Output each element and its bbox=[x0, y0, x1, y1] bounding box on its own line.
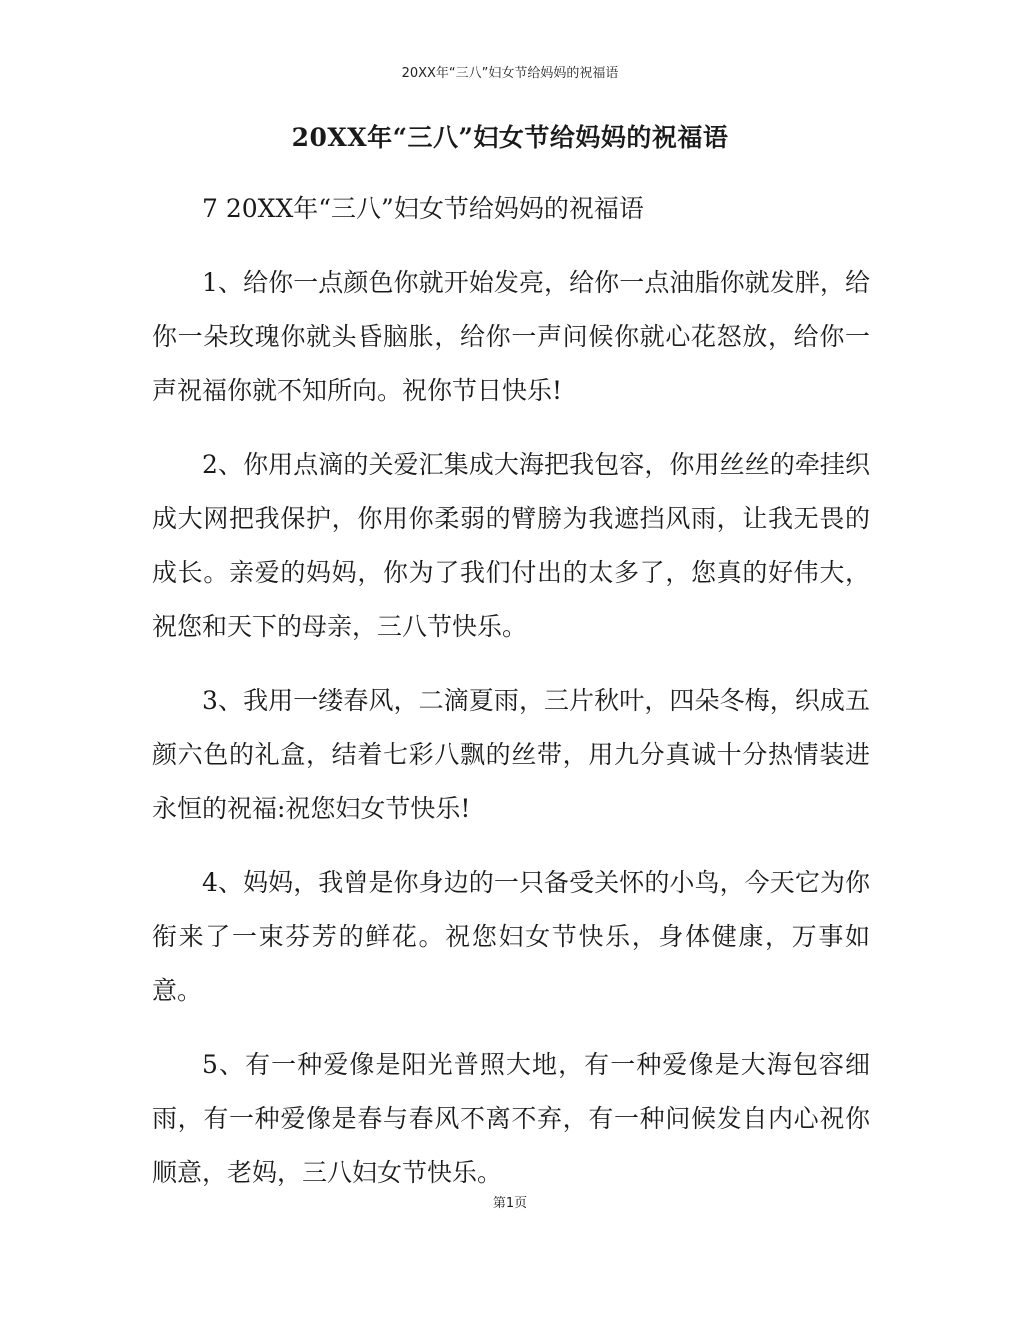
document-title: 20XX年“三八”妇女节给妈妈的祝福语 bbox=[291, 123, 729, 152]
blessing-paragraph-2: 2、你用点滴的关爱汇集成大海把我包容，你用丝丝的牵挂织成大网把我保护，你用你柔弱的臂膀为我遮挡风雨，让我无畏的成长。亲爱的妈妈，你为了我们付出的太多了，您真的好伟大，祝您和天下的母亲，三八节快乐。 bbox=[152, 450, 870, 641]
document-body bbox=[152, 182, 870, 1220]
blessing-paragraph-5: 5、有一种爱像是阳光普照大地，有一种爱像是大海包容细雨，有一种爱像是春与春风不离不弃，有一种问候发自内心祝你顺意，老妈，三八妇女节快乐。 bbox=[152, 1050, 870, 1187]
blessing-paragraph-3: 3、我用一缕春风，二滴夏雨，三片秋叶，四朵冬梅，织成五颜六色的礼盒，结着七彩八飘的丝带，用九分真诚十分热情装进永恒的祝福:祝您妇女节快乐! bbox=[152, 686, 870, 823]
subtitle-paragraph: 7 20XX年“三八”妇女节给妈妈的祝福语 bbox=[202, 194, 644, 223]
running-header: 20XX年“三八”妇女节给妈妈的祝福语 bbox=[401, 66, 619, 81]
page-number: 第1页 bbox=[492, 1196, 528, 1211]
blessing-paragraph-1: 1、给你一点颜色你就开始发亮，给你一点油脂你就发胖，给你一朵玫瑰你就头昏脑胀，给你一声问候你就心花怒放，给你一声祝福你就不知所向。祝你节日快乐! bbox=[152, 268, 870, 405]
blessing-paragraph-4: 4、妈妈，我曾是你身边的一只备受关怀的小鸟，今天它为你衔来了一束芬芳的鲜花。祝您妇女节快乐，身体健康，万事如意。 bbox=[152, 868, 870, 1005]
